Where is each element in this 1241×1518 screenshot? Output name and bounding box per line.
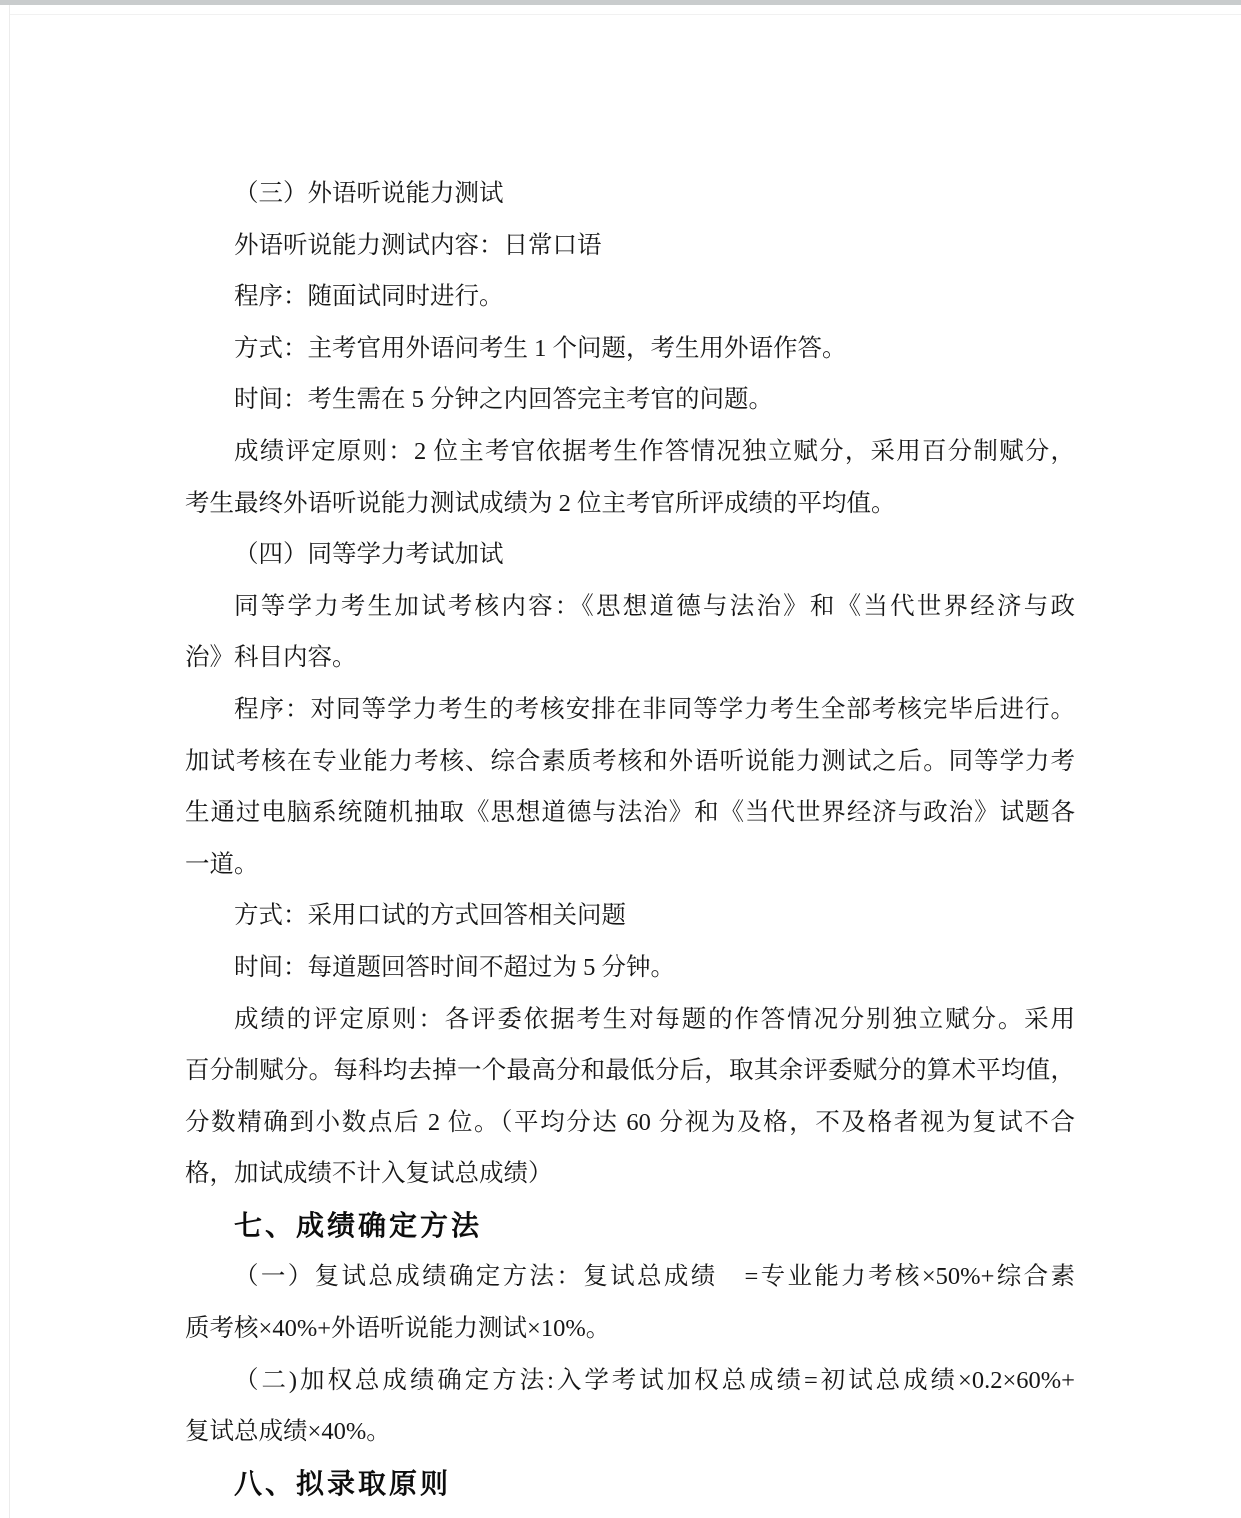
text-line: 外语听说能力测试内容：日常口语 — [234, 231, 602, 259]
text-line: 程序：对同等学力考生的考核安排在非同等学力考生全部考核完毕后进行。 — [234, 695, 1075, 723]
scan-edge-top — [0, 0, 1241, 5]
section-heading: 七、成绩确定方法 — [234, 1209, 483, 1241]
text-line: 同等学力考生加试考核内容：《思想道德与法治》和《当代世界经济与政 — [234, 592, 1075, 620]
scan-edge-left — [9, 5, 10, 1518]
text-line: 考生最终外语听说能力测试成绩为 2 位主考官所评成绩的平均值。 — [185, 489, 896, 517]
text-line: 百分制赋分。每科均去掉一个最高分和最低分后，取其余评委赋分的算术平均值， — [185, 1057, 1075, 1085]
scan-artifact-hline — [9, 14, 1241, 15]
text-line: 时间：每道题回答时间不超过为 5 分钟。 — [234, 953, 675, 981]
text-line: 治》科目内容。 — [185, 644, 357, 672]
text-line: 时间：考生需在 5 分钟之内回答完主考官的问题。 — [234, 386, 773, 414]
text-line: 方式：主考官用外语问考生 1 个问题，考生用外语作答。 — [234, 334, 847, 362]
text-line: （一）复试总成绩确定方法：复试总成绩 =专业能力考核×50%+综合素 — [234, 1263, 1075, 1291]
text-line: 加试考核在专业能力考核、综合素质考核和外语听说能力测试之后。同等学力考 — [185, 747, 1075, 775]
text-line: 程序：随面试同时进行。 — [234, 283, 504, 311]
text-line: 成绩的评定原则：各评委依据考生对每题的作答情况分别独立赋分。采用 — [234, 1005, 1075, 1033]
text-line: 分数精确到小数点后 2 位。（平均分达 60 分视为及格，不及格者视为复试不合 — [185, 1108, 1075, 1136]
text-line: 一道。 — [185, 850, 259, 878]
text-line: 方式：采用口试的方式回答相关问题 — [234, 902, 626, 930]
section-heading: 八、拟录取原则 — [234, 1467, 452, 1499]
text-line: 格，加试成绩不计入复试总成绩） — [185, 1160, 553, 1188]
text-line: （二)加权总成绩确定方法:入学考试加权总成绩=初试总成绩×0.2×60%+ — [234, 1366, 1075, 1394]
text-line: 质考核×40%+外语听说能力测试×10%。 — [185, 1315, 611, 1343]
text-line: （三）外语听说能力测试 — [234, 180, 504, 207]
document-body — [185, 168, 1075, 1509]
text-line: 生通过电脑系统随机抽取《思想道德与法治》和《当代世界经济与政治》试题各 — [185, 799, 1075, 827]
text-line: 复试总成绩×40%。 — [185, 1418, 391, 1446]
text-line: （四）同等学力考试加试 — [234, 541, 504, 569]
text-line: 成绩评定原则：2 位主考官依据考生作答情况独立赋分，采用百分制赋分， — [234, 437, 1075, 465]
